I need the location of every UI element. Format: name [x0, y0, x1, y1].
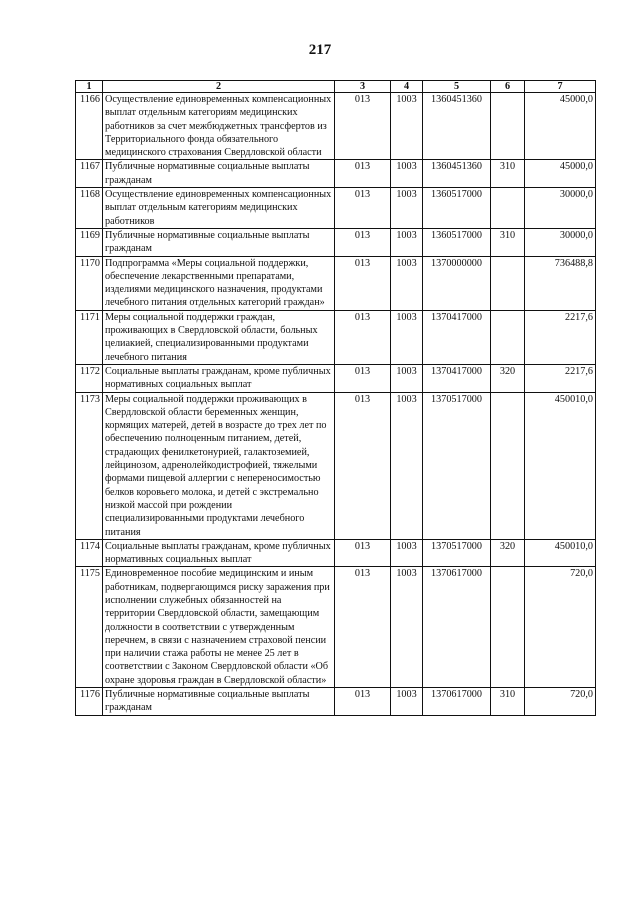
- ministry-code: 013: [335, 228, 391, 256]
- target-article-code: 1370000000: [423, 256, 491, 310]
- target-article-code: 1360517000: [423, 188, 491, 229]
- table-row: [76, 567, 596, 688]
- row-description: Единовременное пособие медицинским и иным работникам, подвергающимся риску заражения при исполнении служебных обязанностей на территории Свердловской области, замещающим должности в соответствии с утвержденным перечнем, в связи с назначением страховой пенсии при наличии стажа работы не менее 25 лет в соответствии с Законом Свердловской области «Об охране здоровья граждан в Свердловской области»: [103, 567, 335, 688]
- row-description: Публичные нормативные социальные выплаты гражданам: [103, 228, 335, 256]
- amount: 720,0: [525, 567, 596, 688]
- row-number: 1166: [76, 93, 103, 160]
- amount: 45000,0: [525, 160, 596, 188]
- col-header: 5: [423, 81, 491, 93]
- row-number: 1176: [76, 688, 103, 716]
- ministry-code: 013: [335, 188, 391, 229]
- ministry-code: 013: [335, 392, 391, 539]
- col-header: 2: [103, 81, 335, 93]
- row-number: 1167: [76, 160, 103, 188]
- row-description: Публичные нормативные социальные выплаты гражданам: [103, 160, 335, 188]
- row-description: Меры социальной поддержки проживающих в Свердловской области беременных женщин, кормящих матерей, детей в возрасте до трех лет по обеспечению полноценным питанием, детей, страдающих фенилкетонурией, галактоземией, лейцинозом, адренолейкодистрофией, тяжелыми формами пищевой аллергии с непереносимостью белков коровьего молока, и детей с экстремально низкой массой при рождении специализированными продуктами лечебного питания: [103, 392, 335, 539]
- target-article-code: 1370617000: [423, 688, 491, 716]
- amount: 450010,0: [525, 392, 596, 539]
- target-article-code: 1370417000: [423, 310, 491, 364]
- section-code: 1003: [391, 539, 423, 567]
- table-row: [76, 392, 596, 539]
- row-number: 1171: [76, 310, 103, 364]
- ministry-code: 013: [335, 93, 391, 160]
- ministry-code: 013: [335, 688, 391, 716]
- row-number: 1175: [76, 567, 103, 688]
- target-article-code: 1360517000: [423, 228, 491, 256]
- row-description: Публичные нормативные социальные выплаты гражданам: [103, 688, 335, 716]
- expense-type-code: [491, 567, 525, 688]
- expense-type-code: 320: [491, 364, 525, 392]
- row-description: Меры социальной поддержки граждан, проживающих в Свердловской области, больных целиакией, специализированными продуктами лечебного питания: [103, 310, 335, 364]
- expense-type-code: 310: [491, 228, 525, 256]
- expense-type-code: [491, 188, 525, 229]
- amount: 2217,6: [525, 310, 596, 364]
- section-code: 1003: [391, 160, 423, 188]
- ministry-code: 013: [335, 310, 391, 364]
- row-description: Социальные выплаты гражданам, кроме публичных нормативных социальных выплат: [103, 539, 335, 567]
- amount: 736488,8: [525, 256, 596, 310]
- ministry-code: 013: [335, 364, 391, 392]
- row-number: 1168: [76, 188, 103, 229]
- section-code: 1003: [391, 93, 423, 160]
- target-article-code: 1370517000: [423, 539, 491, 567]
- table-row: [76, 160, 596, 188]
- target-article-code: 1360451360: [423, 93, 491, 160]
- table-row: [76, 539, 596, 567]
- amount: 720,0: [525, 688, 596, 716]
- ministry-code: 013: [335, 256, 391, 310]
- table-row: [76, 364, 596, 392]
- ministry-code: 013: [335, 539, 391, 567]
- section-code: 1003: [391, 188, 423, 229]
- table-row: [76, 93, 596, 160]
- table-row: [76, 228, 596, 256]
- amount: 450010,0: [525, 539, 596, 567]
- section-code: 1003: [391, 392, 423, 539]
- amount: 45000,0: [525, 93, 596, 160]
- amount: 30000,0: [525, 188, 596, 229]
- row-number: 1170: [76, 256, 103, 310]
- expense-type-code: 310: [491, 160, 525, 188]
- expense-type-code: 320: [491, 539, 525, 567]
- row-description: Осуществление единовременных компенсационных выплат отдельным категориям медицинских работников: [103, 188, 335, 229]
- table-row: [76, 688, 596, 716]
- budget-table: [75, 80, 596, 716]
- col-header: 3: [335, 81, 391, 93]
- row-description: Осуществление единовременных компенсационных выплат отдельным категориям медицинских работников за счет межбюджетных трансфертов из Территориального фонда обязательного медицинского страхования Свердловской области: [103, 93, 335, 160]
- section-code: 1003: [391, 688, 423, 716]
- expense-type-code: [491, 256, 525, 310]
- target-article-code: 1370517000: [423, 392, 491, 539]
- section-code: 1003: [391, 567, 423, 688]
- expense-type-code: [491, 93, 525, 160]
- table-row: [76, 188, 596, 229]
- expense-type-code: 310: [491, 688, 525, 716]
- expense-type-code: [491, 310, 525, 364]
- col-header: 4: [391, 81, 423, 93]
- row-number: 1172: [76, 364, 103, 392]
- table-row: [76, 256, 596, 310]
- row-number: 1173: [76, 392, 103, 539]
- row-description: Подпрограмма «Меры социальной поддержки, обеспечение лекарственными препаратами, изделиями медицинского назначения, продуктами лечебного питания отдельных категорий граждан»: [103, 256, 335, 310]
- col-header: 1: [76, 81, 103, 93]
- ministry-code: 013: [335, 160, 391, 188]
- row-description: Социальные выплаты гражданам, кроме публичных нормативных социальных выплат: [103, 364, 335, 392]
- target-article-code: 1360451360: [423, 160, 491, 188]
- amount: 30000,0: [525, 228, 596, 256]
- amount: 2217,6: [525, 364, 596, 392]
- table-row: [76, 310, 596, 364]
- section-code: 1003: [391, 256, 423, 310]
- header-row: [76, 81, 596, 93]
- target-article-code: 1370617000: [423, 567, 491, 688]
- row-number: 1174: [76, 539, 103, 567]
- section-code: 1003: [391, 310, 423, 364]
- expense-type-code: [491, 392, 525, 539]
- col-header: 7: [525, 81, 596, 93]
- row-number: 1169: [76, 228, 103, 256]
- ministry-code: 013: [335, 567, 391, 688]
- page-number: 217: [308, 42, 332, 58]
- section-code: 1003: [391, 364, 423, 392]
- col-header: 6: [491, 81, 525, 93]
- section-code: 1003: [391, 228, 423, 256]
- target-article-code: 1370417000: [423, 364, 491, 392]
